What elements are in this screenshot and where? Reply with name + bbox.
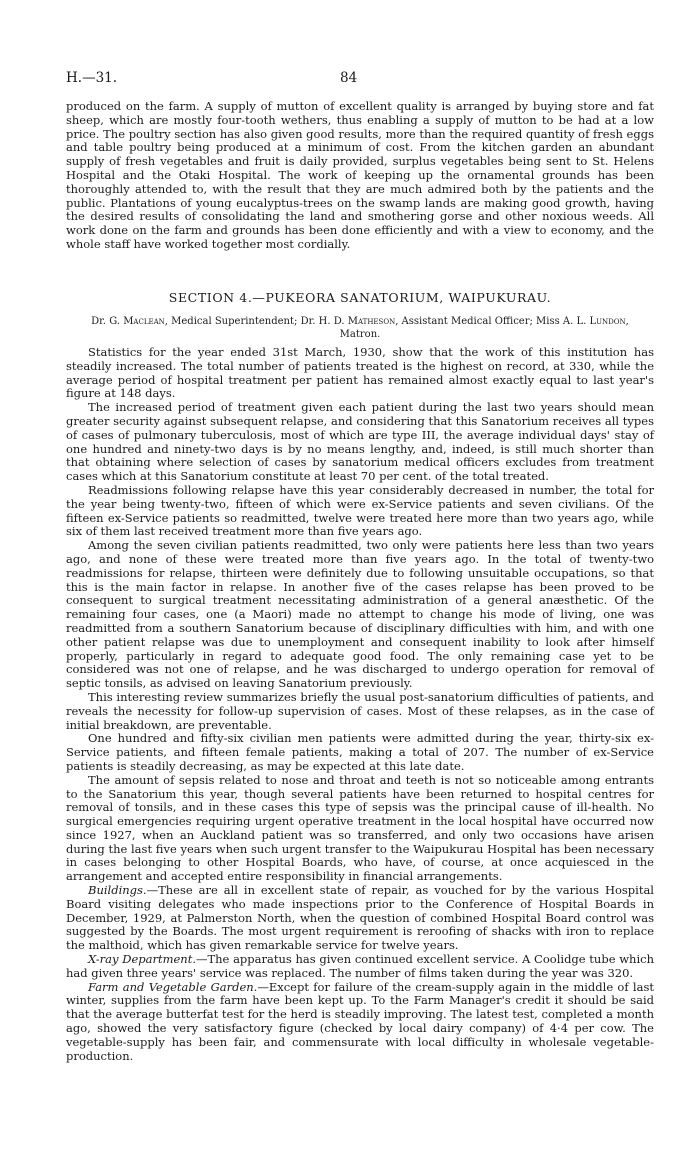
matron-name: Lundon [589, 316, 626, 327]
assistant-role: , Assistant Medical Officer; [395, 316, 537, 327]
intro-paragraph: produced on the farm. A supply of mutton of excellent quality is arranged by buying store and fat sheep, which are mostly four-tooth wethers, thus enabling a supply of mutton to be had at a low price. The poultry section has also given good results, more than the required quantity of fresh eggs and table poultry being produced at a minimum of cost. From the kitchen garden an abundant supply of fresh vegetables and fruit is daily provided, surplus vegetables being sent to St. Helens Hospital and the Otaki Hospital. The work of keeping up the ornamental grounds has been thoroughly attended to, with the result that they are much admired both by the patients and the public. Plantations of young eucalyptus-trees on the swamp lands are making good growth, having the desired results of consolidating the land and smothering gorse and other noxious weeds. All work done on the farm and grounds has been done efficiently and with a view to economy, and the whole staff have worked together most cordially. [66, 99, 654, 251]
matron-prefix: Miss A. L. [536, 316, 590, 327]
xray-heading: X-ray Department. [88, 952, 196, 967]
section-body [66, 346, 654, 1063]
page-number: 84 [340, 70, 358, 86]
superintendent-prefix: Dr. G. [91, 316, 124, 327]
xray-text: —The apparatus has given continued excellent service. A Coolidge tube which had given three years' service was replaced. The number of films taken during the year was 320. [66, 952, 654, 980]
paragraph-statistics: Statistics for the year ended 31st March, 1930, show that the work of this institution has steadily increased. The total number of patients treated is the highest on record, at 330, while the average period of hospital treatment per patient has remained almost exactly equal to last year's figure at 148 days. [66, 345, 654, 401]
superintendent-role: , Medical Superintendent; [164, 316, 301, 327]
assistant-name: Matheson [347, 316, 396, 327]
paper-reference: H.—31. [66, 70, 118, 86]
intro-block [66, 100, 654, 252]
paragraph-farm [66, 981, 654, 1064]
paragraph-readmissions: Readmissions following relapse have this year considerably decreased in number, the total for the year being twenty-two, fifteen of which were ex-Service patients and seven civilians. Of the fifteen ex-Service patients so readmitted, twelve were treated here more than two years ago, while six of them last received treatment more than five years ago. [66, 482, 654, 539]
paragraph-sepsis: The amount of sepsis related to nose and throat and teeth is not so noticeable among entrants to the Sanatorium this year, though several patients have been returned to hospital centres for removal of tonsils, and in these cases this type of sepsis was the principal cause of ill-health. No surgical emergencies requiring urgent operative treatment in the local hospital have occurred now since 1927, when an Auckland patient was so transferred, and only two occasions have arisen during the last five years when such urgent transfer to the Waipukurau Hospital has been necessary in cases belonging to other Hospital Boards, who have, of course, at once acquiesced in the arrangement and accepted entire responsibility in financial arrangements. [66, 772, 654, 884]
paragraph-civilian-readmissions: Among the seven civilian patients readmitted, two only were patients here less than two years ago, and none of these were treated more than five years ago. In the total of twenty-two readmissions for relapse, thirteen were definitely due to following unsuitable occupations, so that this is the main factor in relapse. In another five of the cases relapse has been proved to be consequent to surgical treatment necessitating administration of a general anæsthetic. Of the remaining four cases, one (a Maori) made no attempt to change his mode of living, one was readmitted from a southern Sanatorium because of disciplinary difficulties with him, and with one other patient relapse was due to unemployment and consequent inability to look after himself properly, particularly in regard to adequate good food. The only remaining case yet to be considered was not one of relapse, and he was discharged to undergo operation for removal of septic tonsils, as advised on leaving Sanatorium previously. [66, 538, 654, 691]
staff-line [66, 316, 654, 341]
paragraph-xray [66, 953, 654, 981]
buildings-text: —These are all in excellent state of repair, as vouched for by the various Hospital Board visiting delegates who made inspections prior to the Conference of Hospital Boards in December, 1929, at Palmerston North, when the question of combined Hospital Board control was suggested by the Boards. The most urgent requirement is reroofing of shacks with iron to replace the malthoid, which has given remarkable service for twelve years. [66, 883, 654, 953]
farm-text: —Except for failure of the cream-supply again in the middle of last winter, supplies from the farm have been kept up. To the Farm Manager's credit it should be said that the average butterfat test for the herd is steadily improving. The latest test, completed a month ago, showed the very satisfactory figure (checked by local dairy company) of 4·4 per cow. The vegetable-supply has been fair, and commensurate with local difficulty in wholesale vegetable-production. [66, 979, 654, 1063]
assistant-prefix: Dr. H. D. [300, 316, 348, 327]
paragraph-review: This interesting review summarizes briefly the usual post-sanatorium difficulties of patients, and reveals the necessity for follow-up supervision of cases. Most of these relapses, as in the case of initial breakdown, are preventable. [66, 689, 654, 732]
paragraph-buildings [66, 884, 654, 953]
superintendent-name: Maclean [123, 316, 165, 327]
paragraph-treatment-period: The increased period of treatment given each patient during the last two years should mean greater security against subsequent relapse, and considering that this Sanatorium receives all types of cases of pulmonary tuberculosis, most of which are type III, the average individual days' stay of one hundred and ninety-two days is by no means lengthy, and, indeed, is still much shorter than that obtaining where selection of cases by sanatorium medical officers excludes from treatment cases which at this Sanatorium constitute at least 70 per cent. of the total treated. [66, 400, 654, 484]
section-title: SECTION 4.—PUKEORA SANATORIUM, WAIPUKURAU. [168, 290, 552, 305]
buildings-heading: Buildings. [88, 883, 147, 898]
matron-role: , [625, 316, 629, 327]
matron-title: Matron. [339, 328, 381, 340]
farm-heading: Farm and Vegetable Garden. [88, 979, 258, 994]
paragraph-admissions: One hundred and fifty-six civilian men patients were admitted during the year, thirty-six ex-Service patients, and fifteen female patients, making a total of 207. The number of ex-Service patients is steadily decreasing, as may be expected at this late date. [66, 731, 654, 773]
